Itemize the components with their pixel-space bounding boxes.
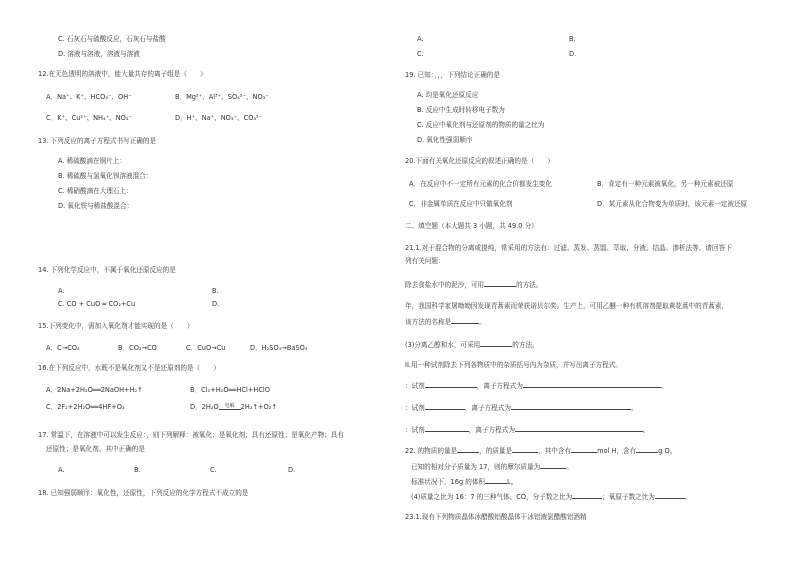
q22-line3: [411, 477, 517, 486]
q17-line1: 17. 常温下，在溶液中可以发生反应：，则下列解释：被氧化；是氧化剂；具有还原性；是氧化产物；具有: [38, 431, 344, 439]
q14-stem: 14. 下列化学反应中，不属于氧化还原反应的是: [38, 266, 176, 274]
prev-option-c: C. 石灰石与硫酸反应，石灰石与盐酸: [58, 35, 166, 43]
q20-option-b: B．肯定有一种元素被氧化，另一种元素被还原: [597, 180, 734, 188]
q13-stem: 13. 下列反应的离子方程式书写正确的是: [38, 137, 157, 145]
q19-stem: 19. 已知：，，，下列结论正确的是: [405, 71, 500, 79]
q22-l1-a: 22. 的物质的量是: [405, 447, 458, 455]
q17-option-c: C.: [210, 466, 217, 474]
q16-option-a: A．2Na+2H₂O══2NaOH+H₂↑: [46, 386, 143, 394]
q12-option-a: A．Na⁺、K⁺、HCO₃⁻、OH⁻: [46, 93, 132, 101]
q22-l2-post: 。: [566, 463, 573, 471]
q22-blank-5[interactable]: [540, 462, 566, 469]
q12-option-d: D．H⁺、Na⁺、NO₃⁻、CO₃²⁻: [175, 114, 263, 122]
section-2-title: 二、填空题（本大题共 3 小题，共 49.0 分）: [405, 222, 538, 230]
q21-l10-post: 。: [642, 426, 650, 434]
q12-option-b: B．Mg²⁺、Al³⁺、SO₄²⁻、NO₃⁻: [175, 93, 269, 101]
q22-blank-8[interactable]: [655, 492, 685, 499]
q21-l5-pre: 该方法的名称是: [405, 318, 452, 326]
q20-option-d: D．某元素从化合物变为单质时，该元素一定被还原: [597, 200, 748, 208]
q20-option-a: A．在反应中不一定所有元素的化合价都发生变化: [409, 180, 552, 188]
q21-reagent-blank-3[interactable]: [425, 425, 469, 432]
q21-line6: [405, 340, 539, 349]
q13-option-c: C. 稀硝酸滴在大理石上：: [58, 187, 133, 195]
q22-l4-b: ；氧原子数之比为: [602, 493, 655, 501]
q22-l1-c: ，其中含有: [538, 447, 572, 455]
q19-option-d: D. 氧化性强弱顺序: [417, 136, 473, 144]
q15-option-d: D．H₂SO₄→BaSO₄: [250, 344, 308, 352]
q22-l1-b: ，的质量是: [479, 447, 513, 455]
q22-line2: [411, 462, 573, 471]
q22-l4-c: 。: [684, 493, 692, 501]
q14-option-c: C. CO + CuO ═ CO₂+Cu: [58, 300, 136, 308]
q22-l2-pre: 已知的相对分子质量为 17，则的摩尔质量为: [411, 463, 541, 471]
q21-l9-post: 。: [630, 404, 638, 412]
q22-blank-1[interactable]: [457, 446, 479, 453]
q21-equation-blank-2[interactable]: [511, 403, 631, 410]
q17-option-d: D.: [288, 466, 296, 474]
q13-option-d: D. 氧化铁与稀盐酸混合：: [58, 202, 134, 210]
q21-line4: 年，我国科学家屠呦呦因发现青蒿素而荣获诺贝尔奖。生产上，可用乙醚一种有机溶剂提取黄花蒿中的青蒿素，: [405, 302, 729, 310]
q20-option-c: C．非金属单质在反应中只做氧化剂: [409, 200, 513, 208]
q21-line2: 列有关问题：: [405, 257, 445, 265]
q21-answer-blank-1[interactable]: [484, 280, 516, 287]
q16-d-condition-text: 电解: [224, 403, 235, 409]
q16-stem: 16.在下列反应中，水既不是氧化剂又不是还原剂的是（ ）: [38, 364, 220, 372]
q22-l1-e: g O。: [658, 447, 677, 455]
q22-blank-3[interactable]: [571, 446, 597, 453]
q21-l3-post: 的方法。: [516, 281, 543, 289]
prev-option-a: A.: [417, 35, 424, 43]
q21-line3: [405, 280, 543, 289]
q21-reagent-blank-2[interactable]: [425, 403, 465, 410]
prev-option-b: B.: [569, 35, 576, 43]
q21-l8-post: 。: [660, 382, 668, 390]
q16-option-b: B．Cl₂+H₂O══HCl+HClO: [190, 386, 270, 394]
q21-l6-pre: (3)分离乙醇和水，可采用: [405, 341, 481, 349]
q15-option-b: B．CO₂→CO: [118, 344, 157, 352]
q21-l9-pre: ：试剂: [405, 404, 425, 412]
left-column: [38, 0, 398, 562]
q21-reagent-blank-1[interactable]: [425, 381, 477, 388]
q21-l8-pre: ：试剂: [405, 382, 425, 390]
q21-answer-blank-2[interactable]: [451, 317, 479, 324]
q23-stem: 23.1.现有下列物质晶体冰醋酸铝酸晶体干冰铝液氯醋酸铝酒精: [405, 513, 587, 521]
q22-blank-6[interactable]: [485, 477, 507, 484]
q12-option-c: C．K⁺、Cu²⁺、NH₄⁺、NO₃⁻: [46, 114, 132, 122]
q21-line9: [405, 403, 638, 412]
q12-stem: 12.在无色透明的溶液中，能大量共存的离子组是（ ）: [38, 70, 207, 78]
q21-line5: [405, 317, 486, 326]
prev-option-d: D.: [569, 50, 577, 58]
q19-option-c: C. 反应中氧化剂与还原剂的物质的量之比为: [417, 121, 545, 129]
q21-line1: 21.1.对于混合物的分离或提纯，常采用的方法有：过滤、蒸发、蒸馏、萃取、分液、结晶、渗析法等。请回答下: [405, 244, 732, 252]
q17-option-b: B.: [134, 466, 141, 474]
q16-d-reactant: D．2H₂O: [190, 403, 219, 411]
right-column: [405, 0, 765, 562]
q14-option-a: A.: [58, 287, 65, 295]
q20-stem: 20.下面有关氧化还原反应的叙述正确的是（ ）: [405, 157, 554, 165]
q22-blank-4[interactable]: [636, 446, 658, 453]
q18-stem: 18. 已知强弱顺序：氧化性，还原性，下列反应的化学方程式不成立的是: [38, 489, 249, 497]
q21-equation-blank-1[interactable]: [523, 381, 661, 388]
q22-l3-pre: 标准状况下，16g 的体积: [411, 478, 486, 486]
q16-option-c: C．2F₂+2H₂O══4HF+O₂: [46, 403, 125, 411]
q22-l4-a: (4)质量之比为 16：7 的三种气体、CO，分子数之比为: [411, 493, 573, 501]
q21-l5-post: 。: [479, 318, 486, 326]
q21-l10-pre: ：试剂: [405, 426, 425, 434]
prev-option-c: C.: [417, 50, 424, 58]
prev-option-d: D. 溶液与溶液，溶液与溶液: [58, 50, 140, 58]
q16-option-d: [190, 403, 277, 411]
q22-line4: [411, 492, 692, 501]
q16-d-product: 2H₂↑+O₂↑: [240, 403, 277, 411]
q22-blank-7[interactable]: [572, 492, 602, 499]
q13-option-a: A. 稀硫酸滴在铜片上：: [58, 157, 126, 165]
q17-line2: 还原性；是氧化剂。其中正确的是: [46, 445, 145, 453]
q15-stem: 15.下列变化中，需加入氧化剂才能实现的是（ ）: [38, 322, 194, 330]
q21-l6-post: 的方法。: [512, 341, 539, 349]
q21-line10: [405, 425, 650, 434]
q22-blank-2[interactable]: [512, 446, 538, 453]
q19-option-b: B. 反应中生成时转移电子数为: [417, 106, 505, 114]
q16-d-condition: [219, 403, 241, 410]
q14-option-b: B.: [212, 287, 219, 295]
q14-option-d: D.: [212, 300, 220, 308]
q13-option-b: B. 稀硫酸与氢氧化钡溶液混合：: [58, 172, 153, 180]
q21-line7: II.用一种试剂除去下列各物质中的杂质括号内为杂质，并写出离子方程式。: [405, 361, 622, 369]
q21-l3-pre: 除去食盐水中的泥沙，可用: [405, 281, 485, 289]
q17-option-a: A.: [58, 466, 65, 474]
q15-option-a: A．C→CO₂: [46, 344, 80, 352]
q19-option-a: A. 均是氧化还原反应: [417, 91, 479, 99]
q21-l8-mid: ，离子方程式为: [476, 382, 523, 390]
q22-l1-d: mol H，含有: [597, 447, 637, 455]
q21-answer-blank-3[interactable]: [480, 340, 512, 347]
q21-line8: [405, 381, 668, 390]
q21-equation-blank-3[interactable]: [515, 425, 643, 432]
q21-l9-mid: ，离子方程式为: [464, 404, 511, 412]
q22-line1: [405, 446, 676, 455]
q21-l10-mid: ，离子方程式为: [468, 426, 515, 434]
q15-option-c: C．CuO→Cu: [186, 344, 226, 352]
q22-l3-post: L。: [507, 478, 518, 486]
